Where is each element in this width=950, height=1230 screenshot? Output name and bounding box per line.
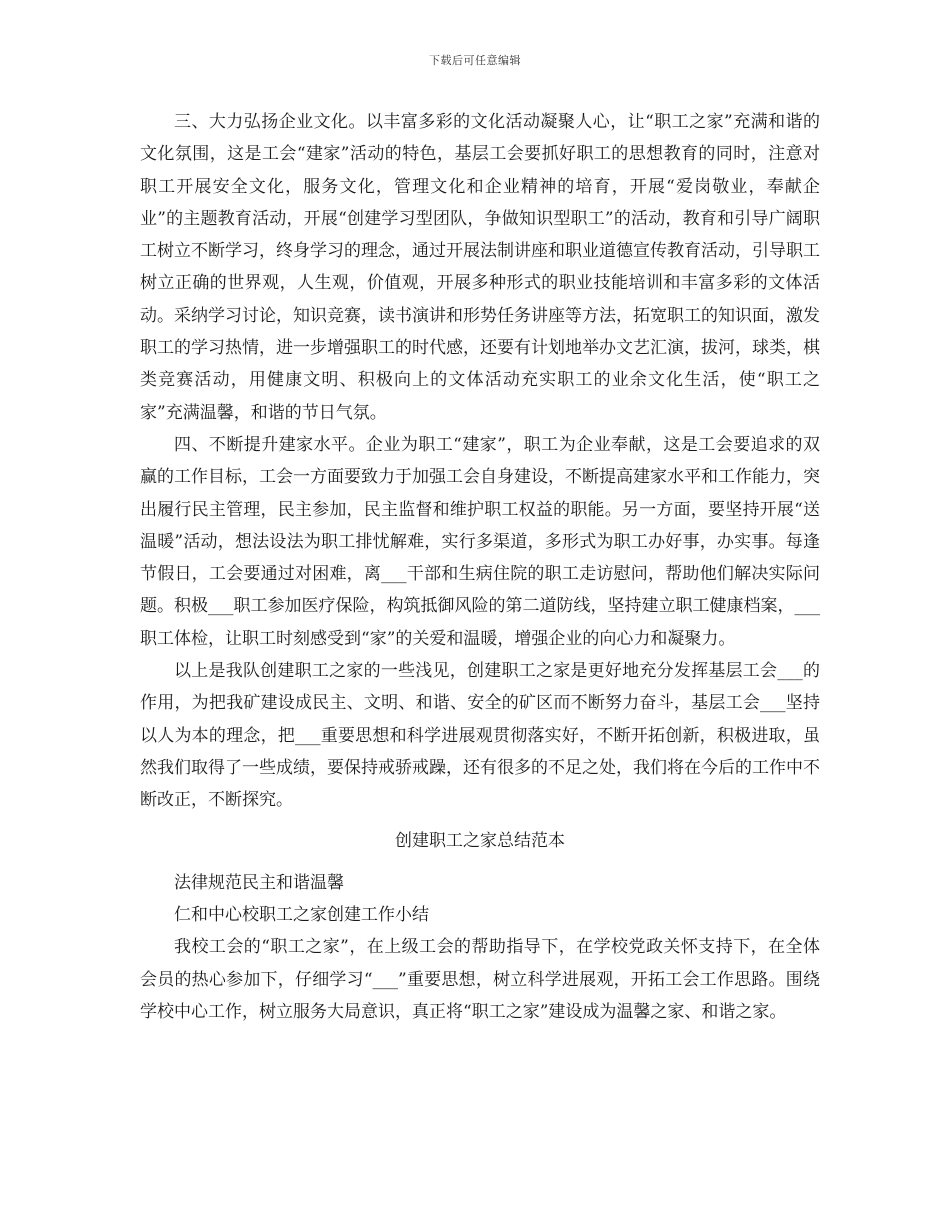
document-body [140, 106, 820, 1028]
section-title: 创建职工之家总结范本 [395, 830, 565, 851]
paragraph-level: 四、不断提升建家水平。企业为职工“建家”，职工为企业奉献，这是工会要追求的双赢的工作目标，工会一方面要致力于加强工会自身建设，不断提高建家水平和工作能力，突出履行民主管理，民主参加，民主监督和维护职工权益的职能。另一方面，要坚持开展“送温暖”活动，想法设法为职工排忧解难，实行多渠道，多形式为职工办好事，办实事。每逢节假日，工会要通过对困难，离___干部和生病住院的职工走访慰问，帮助他们解决实际问题。积极___职工参加医疗保险，构筑抵御风险的第二道防线，坚持建立职工健康档案，___职工体检，让职工时刻感受到“家”的关爱和温暖，增强企业的向心力和凝聚力。 [140, 434, 820, 649]
paragraph-school-intro: 我校工会的“职工之家”，在上级工会的帮助指导下，在学校党政关怀支持下，在全体会员的热心参加下，仔细学习“___”重要思想，树立科学进展观，开拓工会工作思路。围绕学校中心工作，树立服务大局意识，真正将“职工之家”建设成为温馨之家、和谐之家。 [140, 937, 820, 1023]
subtitle-motto: 法律规范民主和谐温馨 [174, 872, 344, 893]
paragraph-conclusion: 以上是我队创建职工之家的一些浅见，创建职工之家是更好地充分发挥基层工会___的作用，为把我矿建设成民主、文明、和谐、安全的矿区而不断努力奋斗，基层工会___坚持以人为本的理念，把___重要思想和科学进展观贯彻落实好，不断开拓创新，积极进取，虽然我们取得了一些成绩，要保持戒骄戒躁，还有很多的不足之处，我们将在今后的工作中不断改正，不断探究。 [140, 661, 820, 811]
paragraph-culture: 三、大力弘扬企业文化。以丰富多彩的文化活动凝聚人心，让“职工之家”充满和谐的文化氛围，这是工会“建家”活动的特色，基层工会要抓好职工的思想教育的同时，注意对职工开展安全文化，服务文化，管理文化和企业精神的培育，开展“爱岗敬业，奉献企业”的主题教育活动，开展“创建学习型团队，争做知识型职工”的活动，教育和引导广阔职工树立不断学习，终身学习的理念，通过开展法制讲座和职业道德宣传教育活动，引导职工树立正确的世界观，人生观，价值观，开展多种形式的职业技能培训和丰富多彩的文体活动。采纳学习讨论，知识竞赛，读书演讲和形势任务讲座等方法，拓宽职工的知识面，激发职工的学习热情，进一步增强职工的时代感，还要有计划地举办文艺汇演，拔河，球类，棋类竞赛活动，用健康文明、积极向上的文体活动充实职工的业余文化生活，使“职工之家”充满温馨，和谐的节日气氛。 [140, 112, 820, 423]
page-header-note: 下载后可任意编辑 [429, 54, 521, 67]
subtitle-school-summary: 仁和中心校职工之家创建工作小结 [174, 905, 429, 926]
